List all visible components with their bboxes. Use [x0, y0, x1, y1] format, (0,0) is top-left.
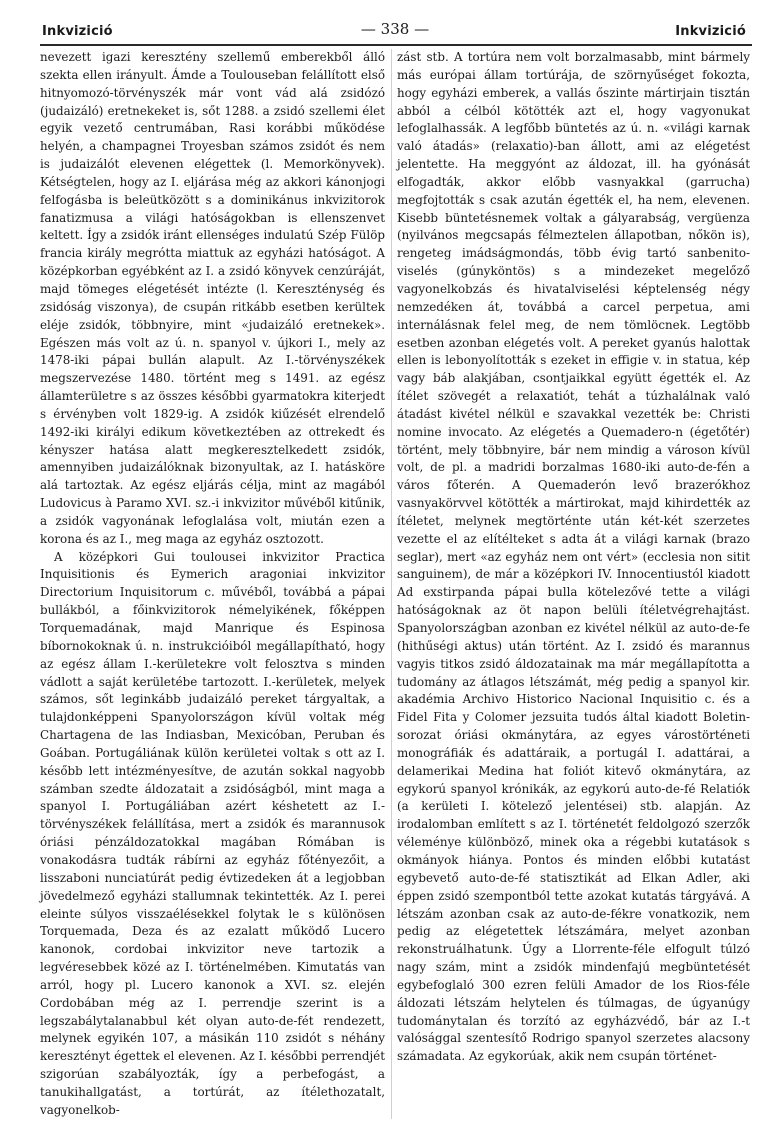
left-paragraph-2: A középkori Gui toulousei inkvizitor Practica Inquisitionis és Eymerich aragoniai inkvizitor Directorium Inquisitorum c. művéből, továbbá a pápai bullákból, a főinkvizitorok némelyikének, főképpen Torquemadának, majd Manrique és Espinosa bíbornokoknak ú. n. instrukcióiból megállapítható, hogy az egész állam I.-kerületekre volt felosztva s minden vádlott a saját kerületébe tartozott. I.-kerületek, melyek számos, sőt leginkább judaizáló pereket tárgyaltak, a tulajdonképpeni Spanyolországon kívül voltak még Chartagena de las Indiasban, Mexicóban, Peruban és Goában. Portugáliának külön kerületei voltak s ott az I. később lett intézményesítve, de azután sokkal nagyobb számban szedte áldozatait a zsidóságból, mint maga a spanyol I. Portugáliában azért késhetett az I.-törvényszékek felállítása, mert a zsidók és marannusok óriási pénzáldozatokkal magában Rómában is vonakodásra tudták rábírni az egyház főtényezőit, a lisszaboni nunciatúrát pedig évtizedeken át a legjobban jövedelmező egyházi stallumnak tekintették. Az I. perei eleinte súlyos visszaélésekkel folytak le s különösen Torquemada, Deza és az ezalatt működő Lucero kanonok, cordobai inkvizitor neve tartozik a legvéresebbek közé az I. történelmében. Kimutatás van arról, hogy pl. Lucero kanonok a XVI. sz. elején Cordobában még az I. perrendje szerint is a legszabálytalanabbul két olyan auto-de-fét rendezett, melynek egyikén 107, a másikán 110 zsidót s néhány keresztényt égettek el elevenen. Az I. későbbi perrendjét szigorúan szabályozták, így a perbefogást, a tanukihallgatást, a tortúrát, az ítélethozatalt, vagyonelkob-: [40, 549, 385, 1117]
right-column: [397, 49, 750, 1066]
header-rule: [40, 44, 752, 46]
header-left-keyword: Inkvizició: [42, 24, 113, 39]
running-header: [40, 20, 750, 46]
left-column: [40, 49, 385, 1120]
left-paragraph-1: nevezett igazi keresztény szellemű emberekből álló szekta ellen irányult. Ámde a Toulouseban felállított első hitnyomozó-törvényszék már vont vád alá zsidózó (judaizáló) eretnekeket is, sőt 1288. a zsidó szellemi élet egyik vezető centrumában, Rasi korábbi működése helyén, a champagnei Troyesban számos zsidót és nem is judaizálót elevenen elégettek (l. Memorkönyvek). Kétségtelen, hogy az I. eljárása még az akkori kánonjogi felfogásba is beleütközött s a dominikánus inkvizitorok fanatizmusa a világi hatóságokban is ellenszenvet keltett. Így a zsidók iránt ellenséges indulatú Szép Fülöp francia király megrótta miattuk az egyházi hatóságot. A középkorban egyébként az I. a zsidó könyvek cenzúráját, majd tömeges elégetését intézte (l. Kereszténység és zsidóság viszonya), de csupán ritkább esetben kerültek eléje zsidók, többnyire, mint «judaizáló eretnekek». Egészen más volt az ú. n. spanyol v. újkori I., mely az 1478-iki pápai bullán alapult. Az I.-törvényszékek megszervezése 1480. történt meg s 1491. az egész államterületre s az összes későbbi gyarmatokra kiterjedt s érvényben volt 1829-ig. A zsidók kiűzését elrendelő 1492-iki királyi edikum következtében az ottrekedt és kényszer hatása alatt megkeresztelkedett zsidók, amennyiben judaizálóknak bizonyultak, az I. hatásköre alá tartoztak. Az egész eljárás célja, mint az magából Ludovicus à Paramo XVI. sz.-i inkvizitor művéből kitűnik, a zsidók vagyonának lefoglalása volt, miután ezen a korona és az I., meg maga az egyház osztozott.: [40, 50, 385, 546]
page-number: — 338 —: [360, 20, 430, 38]
header-right-keyword: Inkvizició: [675, 24, 746, 39]
right-paragraph-1: zást stb. A tortúra nem volt borzalmasabb, mint bármely más európai állam tortúrája, de szörnyűséget fokozta, hogy egyházi emberek, a vallás őszinte mártirjain tisztán abból a célból kötötték azt el, hogy vagyonukat lefoglalhassák. A legfőbb büntetés az ú. n. «világi karnak való átadás» (relaxatio)-ban állott, ami az elégetést jelentette. Ha meggyónt az áldozat, ill. ha gyónását elfogadták, akkor előbb vasnyakkal (garrucha) megfojtották s csak azután égették el, ha nem, elevenen. Kisebb büntetésnemek voltak a gályarabság, vergüenza (nyilvános megcsapás félmeztelen állapotban, nőkön is), rengeteg imádságmondás, több évig tartó sanbenito-viselés (gúnyköntös) s a mindezeket megelőző vagyonelkobzás és hivatalviselési képtelenség négy nemzedéken át, továbbá a carcel perpetua, ami internálásnak felel meg, de nem tömlöcnek. Legtöbb esetben azonban elégetés volt. A pereket gyanús halottak ellen is lebonyolították s ezeket in effigie v. in statua, kép vagy báb alakjában, csontjaikkal együtt égették el. Az ítélet szövegét a relaxatiót, tehát a túzhalálnak való átadást kivétel nélkül e szavakkal vezették be: Christi nomine invocato. Az elégetés a Quemadero-n (égetőtér) történt, mely többnyire, bár nem mindig a városon kívül volt, de pl. a madridi borzalmas 1680-iki auto-de-fén a város főterén. A Quemaderón levő brazerókhoz vasnyakörvvel kötötték a mártirokat, majd kihirdették az ítéletet, melynek megtörténte után két-két szerzetes vezette el az elítélteket s adta át a világi karnak (brazo seglar), mert «az egyház nem ont vért» (ecclesia non sitit sanguinem), de már a középkori IV. Innocentiustól kiadott Ad exstirpanda pápai bulla kötelezővé tette a világi hatóságoknak az öt napon belüli ítéletvégrehajtást. Spanyolországban azonban ez kivétel nélkül az auto-de-fe (hithűségi aktus) után történt. Az I. zsidó és marannus vagyis titkos zsidó áldozatainak ma már megállapította a tudomány az átlagos létszámát, még pedig a spanyol kir. akadémia Archivo Historico Nacional Inquisitio c. és a Fidel Fita y Colomer jezsuita tudós által kiadott Boletin-sorozat óriási okmánytára, az egyes várostörténeti monográfiák és adattáraik, a portugál I. adattárai, a delamerikai Medina hat foliót kitevő okmánytára, az egykorú spanyol krónikák, az egykorú auto-de-fé Relatiók (a kerületi I. kötelező jelentései) stb. alapján. Az irodalomban említett s az I. történetét feldolgozó szerzők véleménye különböző, minek oka a régebbi kutatások s okmányok hiánya. Pontos és minden előbbi kutatást egybevető auto-de-fé statisztikát ad Elkan Adler, aki éppen zsidó szempontból tette azokat kutatás tárgyává. A létszám azonban csak az auto-de-fékre vonatkozik, nem pedig az elégetettek létszámára, melyet azonban rekonstruálhatunk. Úgy a Llorrente-féle elfogult túlzó nagy szám, mint a zsidók mindenfajú megbüntetését egybefoglaló 300 ezren felüli Amador de los Rios-féle áldozati létszám helytelen és túlmagas, de úgyanúgy tudománytalan és torzító az egyházvédő, bár az I.-t valósággal szentesítő Rodrigo spanyol szerzetes alacsony számadata. Az egykorúak, akik nem csupán történet-: [397, 50, 750, 1064]
column-divider: [391, 49, 392, 1119]
